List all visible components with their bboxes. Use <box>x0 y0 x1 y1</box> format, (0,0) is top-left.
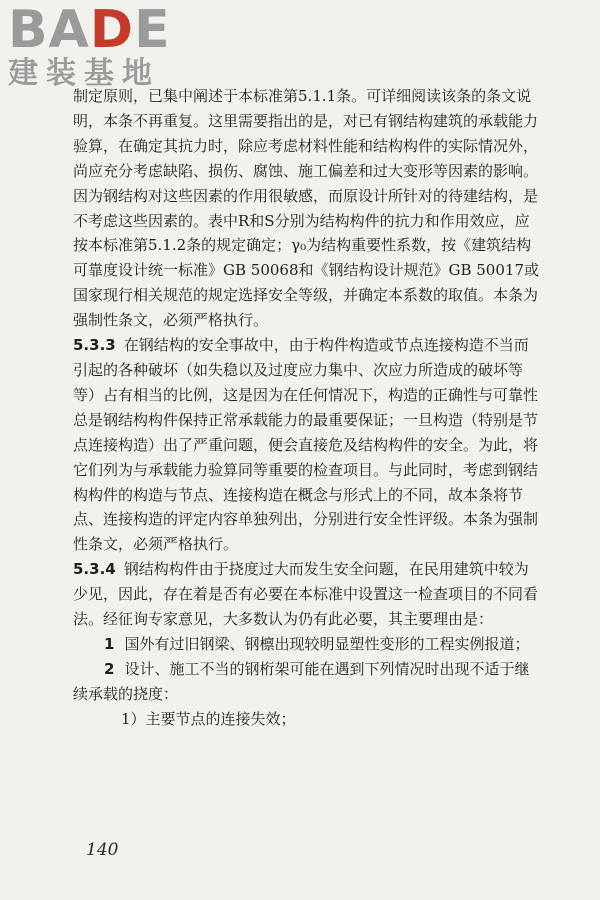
list-number: 1 <box>104 634 115 653</box>
clause-5-3-3 <box>73 333 543 557</box>
watermark-logo <box>8 0 171 91</box>
logo-subtitle: 建装基地 <box>8 56 160 91</box>
clause-text: 在钢结构的安全事故中，由于构件构造或节点连接构造不当而引起的各种破坏（如失稳以及过度应力集中、次应力所造成的破坏等等）占有相当的比例，这是因为在任何情况下，构造的正确性与可靠性总是钢结构构件保持正常承载能力的最重要保证；一旦构造（特别是节点连接构造）出了严重问题，便会直接危及结构构件的安全。为此，将它们列为与承载能力验算同等重要的检查项目。与此同时，考虑到钢结构构件的构造与节点、连接构造在概念与形式上的不同，故本条将节点、连接构造的评定内容单独列出，分别进行安全性评级。本条为强制性条文，必须严格执行。 <box>73 336 539 554</box>
paragraph-continuation: 制定原则，已集中阐述于本标准第5.1.1条。可详细阅读该条的条文说明，本条不再重复。这里需要指出的是，对已有钢结构建筑的承载能力验算，在确定其抗力时，除应考虑材料性能和结构构件的实际情况外，尚应充分考虑缺陷、损伤、腐蚀、施工偏差和过大变形等因素的影响。因为钢结构对这些因素的作用很敏感，而原设计所针对的待建结构，是不考虑这些因素的。表中R和S分别为结构构件的抗力和作用效应，应按本标准第5.1.2条的规定确定；γ₀为结构重要性系数，按《建筑结构可靠度设计统一标准》GB 50068和《钢结构设计规范》GB 50017或国家现行相关规范的规定选择安全等级，并确定本系数的取值。本条为强制性条文，必须严格执行。 <box>73 87 539 330</box>
clause-number: 5.3.3 <box>73 336 116 355</box>
list-item-1 <box>73 632 543 657</box>
list-text: 国外有过旧钢梁、钢檩出现较明显塑性变形的工程实例报道； <box>124 634 530 653</box>
page-number: 140 <box>86 840 119 860</box>
clause-number: 5.3.4 <box>73 560 116 579</box>
page-body <box>73 84 543 732</box>
list-number: 2 <box>104 659 115 678</box>
sub-item-1: 1）主要节点的连接失效； <box>121 709 296 728</box>
logo-wordmark: BADE <box>8 0 171 60</box>
list-text: 设计、施工不当的钢桁架可能在遇到下列情况时出现不适于继续承载的挠度： <box>73 659 530 703</box>
clause-text: 钢结构构件由于挠度过大而发生安全问题，在民用建筑中较为少见，因此，存在着是否有必要在本标准中设置这一检查项目的不同看法。经征询专家意见，大多数认为仍有此必要，其主要理由是： <box>73 560 539 629</box>
clause-5-3-4 <box>73 557 543 632</box>
list-item-2 <box>73 657 543 707</box>
